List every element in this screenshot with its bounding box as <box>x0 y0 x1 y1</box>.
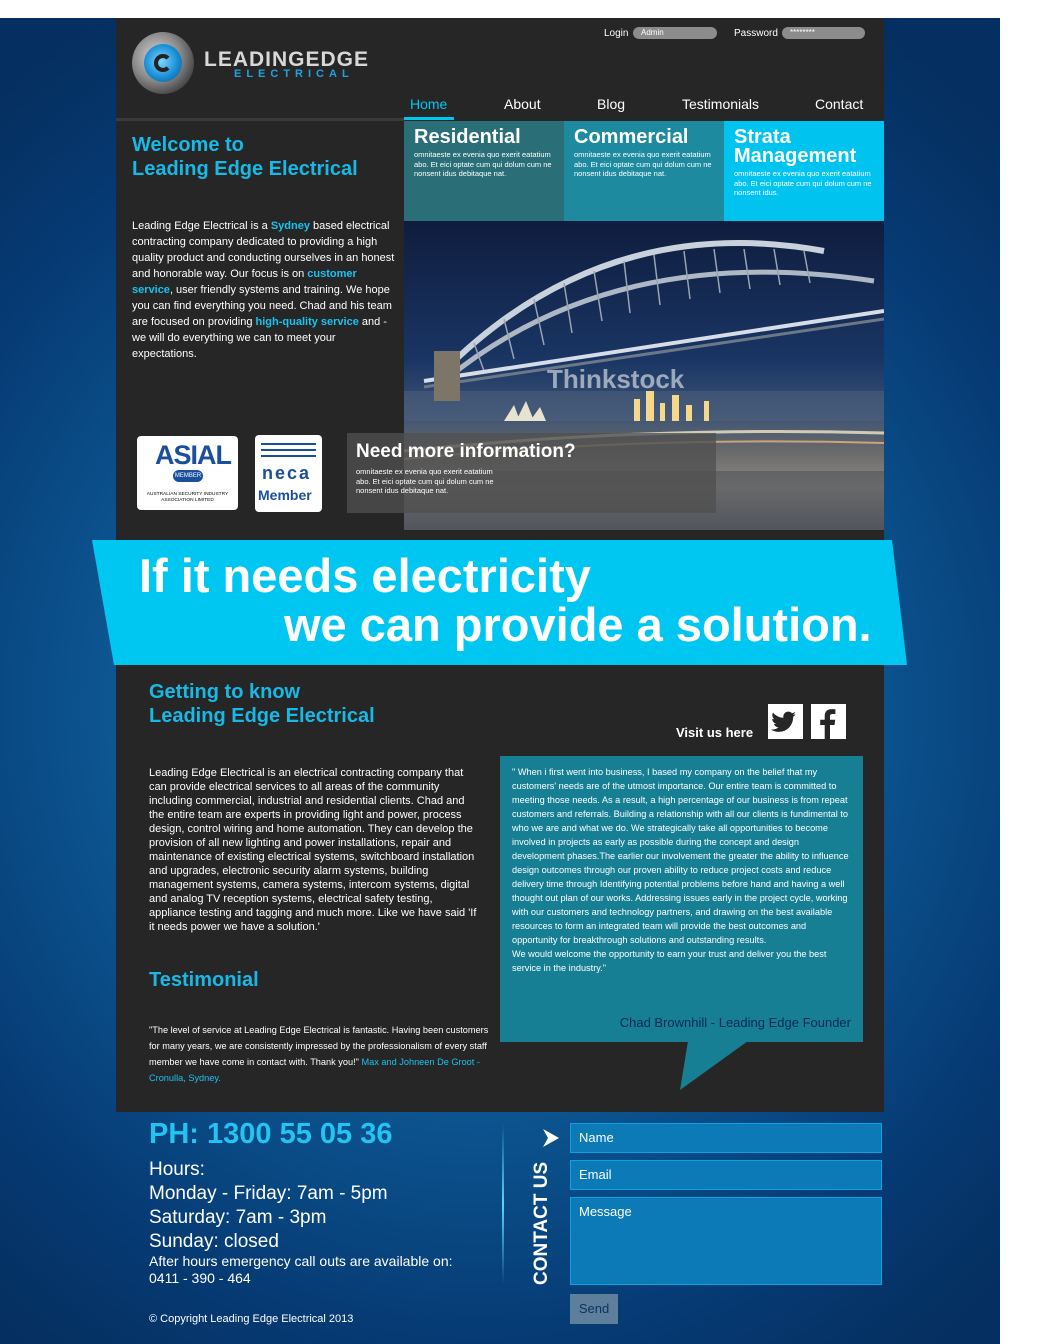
phone-number[interactable]: PH: 1300 55 05 36 <box>149 1118 393 1150</box>
password-input[interactable]: ******** <box>782 27 865 39</box>
nav-home[interactable]: Home <box>410 96 448 112</box>
service-text: omnitaeste ex evenia quo exerit eatatium abo. Et eici optate cum qui dolum cum ne nonsent idus debitaque nat. <box>574 150 712 178</box>
service-title: Commercial <box>574 126 689 148</box>
nav-testimonials[interactable]: Testimonials <box>682 96 760 112</box>
name-field[interactable]: Name <box>570 1123 882 1153</box>
mobile-number: 0411 - 390 - 464 <box>149 1270 251 1286</box>
send-button[interactable]: Send <box>570 1294 618 1324</box>
facebook-icon[interactable] <box>811 704 846 739</box>
arrow-right-icon <box>543 1129 559 1147</box>
asial-tag: MEMBER <box>173 470 203 482</box>
welcome-text: Leading Edge Electrical is a Sydney based electrical contracting company dedicated to providing a high quality product and conducting ourselves in an honest and honorable way. Our focus is on customer service, user friendly systems and training. We hope you can find everything you need. Chad and his team are focused on providing high-quality service and - we will do everything we can to meet your expectations. <box>132 220 395 360</box>
visit-us-label: Visit us here <box>676 725 754 740</box>
quote-pointer <box>680 1041 750 1091</box>
slogan-line-2: we can provide a solution. <box>284 598 872 651</box>
neca-tag: Member <box>258 487 312 503</box>
founder-quote-box <box>500 756 863 1042</box>
logo-subtitle: ELECTRICAL <box>234 68 354 80</box>
message-field[interactable]: Message <box>570 1197 882 1285</box>
copyright: © Copyright Leading Edge Electrical 2013 <box>149 1313 354 1325</box>
testimonial-heading: Testimonial <box>149 969 259 991</box>
service-text: omnitaeste ex evenia quo exerit eatatium abo. Et eici optate cum qui dolum cum ne nonsent idus debitaque nat. <box>414 150 552 178</box>
neca-title: neca <box>262 463 312 483</box>
nav-blog[interactable]: Blog <box>597 96 626 112</box>
contact-us-label: CONTACT US <box>531 1161 552 1285</box>
about-text: Leading Edge Electrical is an electrical contracting company that can provide electrical services to all areas of the community including commercial, industrial and residential clients. Chad and the entire team are experts in providing light and power, process design, control wiring and home automation. They can develop the provision of all new lighting and power installations, repair and maintenance of existing electrical systems, switchboard installation and upgrades, electronic security alarm systems, building management systems, camera systems, intercom systems, digital and analog TV reception systems, electrical safety testing, appliance testing and tagging and much more. Like we have said 'If it needs power we have a solution.' <box>149 767 477 933</box>
footer-divider <box>502 1124 504 1284</box>
opening-hours: Hours: Monday - Friday: 7am - 5pm Saturday: 7am - 3pm Sunday: closed <box>149 1159 388 1252</box>
service-text: omnitaeste ex evenia quo exerit eatatium abo. Et eici optate cum qui dolum cum ne nonsent idus. <box>734 169 872 197</box>
nav-contact[interactable]: Contact <box>815 96 864 112</box>
nav-divider <box>116 118 404 121</box>
testimonial-text: "The level of service at Leading Edge Electrical is fantastic. Having been customers for many years, we are consistently impressed by the professionalism of every staff member we have come in contact with. Thank you!" Max and Johneen De Groot - Cronulla, Sydney. <box>149 1025 489 1083</box>
service-title: Residential <box>414 126 521 148</box>
service-strata-management[interactable] <box>724 121 884 221</box>
nav-about[interactable]: About <box>504 96 541 112</box>
need-more-title: Need more information? <box>356 441 576 462</box>
service-residential[interactable] <box>404 121 564 221</box>
password-label: Password <box>734 28 778 39</box>
slogan-line-1: If it needs electricity <box>139 549 591 602</box>
asial-title: ASIAL <box>155 440 231 470</box>
after-hours-info: After hours emergency call outs are available on: 0411 - 390 - 464 <box>149 1253 453 1286</box>
twitter-icon[interactable] <box>768 704 803 739</box>
need-more-info-box[interactable] <box>347 433 716 513</box>
service-title: Strata Management <box>734 126 857 167</box>
nav-active-indicator <box>404 117 454 120</box>
testimonial-author: Max and Johneen De Groot - Cronulla, Sydney. <box>149 1057 480 1083</box>
neca-badge <box>255 435 322 512</box>
email-field[interactable]: Email <box>570 1160 882 1190</box>
welcome-heading: Welcome to Leading Edge Electrical <box>132 134 358 180</box>
service-commercial[interactable] <box>564 121 724 221</box>
login-label: Login <box>604 28 629 39</box>
login-input[interactable]: Admin <box>633 27 717 39</box>
asial-caption: AUSTRALIAN SECURITY INDUSTRY ASSOCIATION LIMITED <box>146 492 229 503</box>
logo-name: LEADINGEDGE <box>204 48 370 71</box>
asial-badge <box>137 436 238 510</box>
watermark: Thinkstock <box>547 364 685 394</box>
founder-quote-author: Chad Brownhill - Leading Edge Founder <box>619 1015 851 1030</box>
founder-quote-text: " When i first went into business, I based my company on the belief that my customers' needs are of the utmost importance. Our entire team is committed to meeting those needs. As a result, a high percentage of our business is from repeat customers and referrals. Building a relationship with all our clients is fundimental to who we are and what we do. We strategically take all opportunities to become involved in projects as early as possible during the concept and design development phases.The earlier our involvement the greater the ability to influence design outcomes through our proven ability to reduce project costs and reduce delivery time through Identifying potential problems before hand and having a well thought out plan of our works. Addressing issues early in the project cycle, working with our customers and technology partners, and drawing on the best available resources to form an integrated team will provide the best outcomes and opportunity for breakthrough solutions and outstanding results. We would welcome the opportunity to earn your trust and deliver you the best service in the industry." <box>512 767 849 973</box>
need-more-text: omnitaeste ex evenia quo exerit eatatium abo. Et eici optate cum qui dolum cum ne nonsent idus debitaque nat. <box>356 467 494 495</box>
site-logo[interactable] <box>132 32 392 98</box>
about-heading: Getting to know Leading Edge Electrical <box>149 681 375 727</box>
